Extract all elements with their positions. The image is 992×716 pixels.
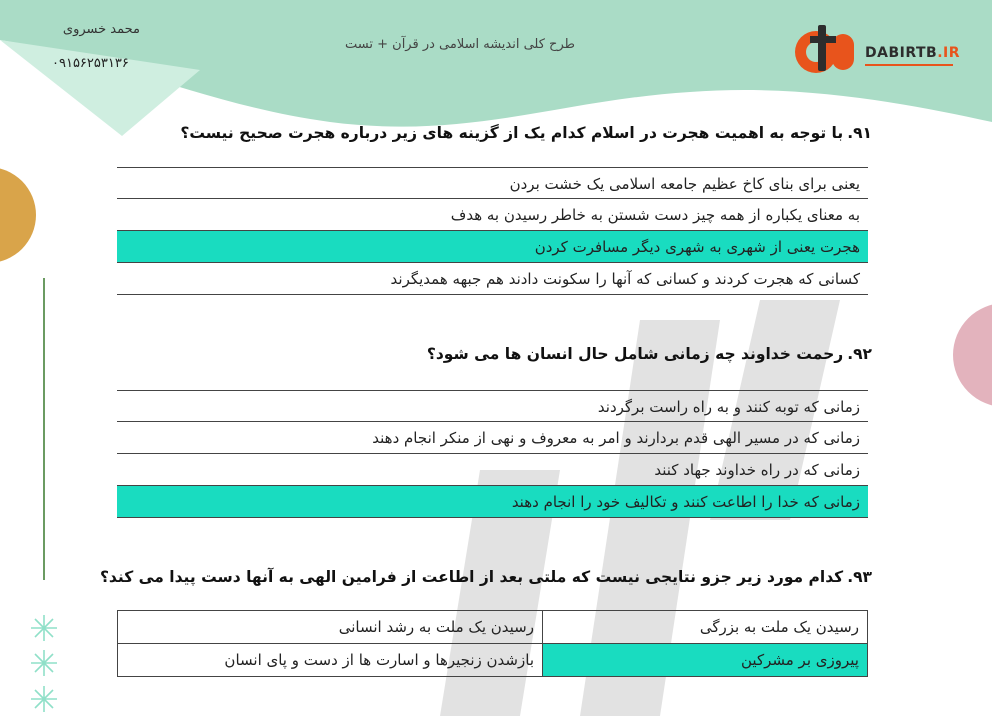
- option-cell[interactable]: بازشدن زنجیرها و اسارت ها از دست و پای انسان: [118, 644, 543, 677]
- option-row[interactable]: به معنای یکباره از همه چیز دست شستن به خاطر رسیدن به هدف: [117, 199, 868, 231]
- question-text: با توجه به اهمیت هجرت در اسلام کدام یک از گزینه های زیر درباره هجرت صحیح نیست؟: [180, 124, 844, 142]
- question-text: رحمت خداوند چه زمانی شامل حال انسان ها می شود؟: [426, 345, 844, 363]
- option-row[interactable]: زمانی که در راه خداوند جهاد کنند: [117, 454, 868, 486]
- option-cell[interactable]: رسیدن یک ملت به بزرگی: [543, 611, 868, 644]
- question-92-options: [117, 390, 868, 518]
- question-91-options: [117, 167, 868, 295]
- question-93-title: [100, 568, 872, 586]
- question-number: ۹۳.: [847, 568, 872, 586]
- option-cell[interactable]: رسیدن یک ملت به رشد انسانی: [118, 611, 543, 644]
- option-row[interactable]: زمانی که توبه کنند و به راه راست برگردند: [117, 390, 868, 422]
- option-row[interactable]: کسانی که هجرت کردند و کسانی که آنها را سکونت دادند هم جبهه همدیگرند: [117, 263, 868, 295]
- logo-underline: [865, 64, 953, 66]
- author-phone: ۰۹۱۵۶۲۵۳۱۳۶: [52, 56, 129, 71]
- right-decorative-circle: [953, 303, 992, 407]
- option-row-answer[interactable]: زمانی که خدا را اطاعت کنند و تکالیف خود را انجام دهند: [117, 486, 868, 518]
- option-row[interactable]: زمانی که در مسیر الهی قدم بردارند و امر به معروف و نهی از منکر انجام دهند: [117, 422, 868, 454]
- question-91-title: [180, 124, 872, 142]
- question-number: ۹۲.: [847, 345, 872, 363]
- logo-tld: .IR: [937, 45, 961, 61]
- option-row-answer[interactable]: هجرت یعنی از شهری به شهری دیگر مسافرت کردن: [117, 231, 868, 263]
- option-row[interactable]: یعنی برای بنای کاخ عظیم جامعه اسلامی یک خشت بردن: [117, 167, 868, 199]
- question-number: ۹۱.: [847, 124, 872, 142]
- logo-text[interactable]: [865, 45, 960, 61]
- question-93-options: [117, 610, 868, 677]
- author-name: محمد خسروی: [62, 22, 140, 37]
- question-text: کدام مورد زیر جزو نتایجی نیست که ملتی بعد از اطاعت از فرامین الهی به آنها دست پیدا می کند؟: [99, 568, 844, 586]
- left-decorative-circle: [0, 167, 36, 263]
- question-92-title: [427, 345, 872, 363]
- logo-brand: DABIRTB: [865, 45, 938, 61]
- option-cell-answer[interactable]: پیروزی بر مشرکین: [543, 644, 868, 677]
- document-subtitle: طرح کلی اندیشه اسلامی در قرآن + تست: [345, 37, 575, 52]
- sparkle-icon: [31, 615, 57, 712]
